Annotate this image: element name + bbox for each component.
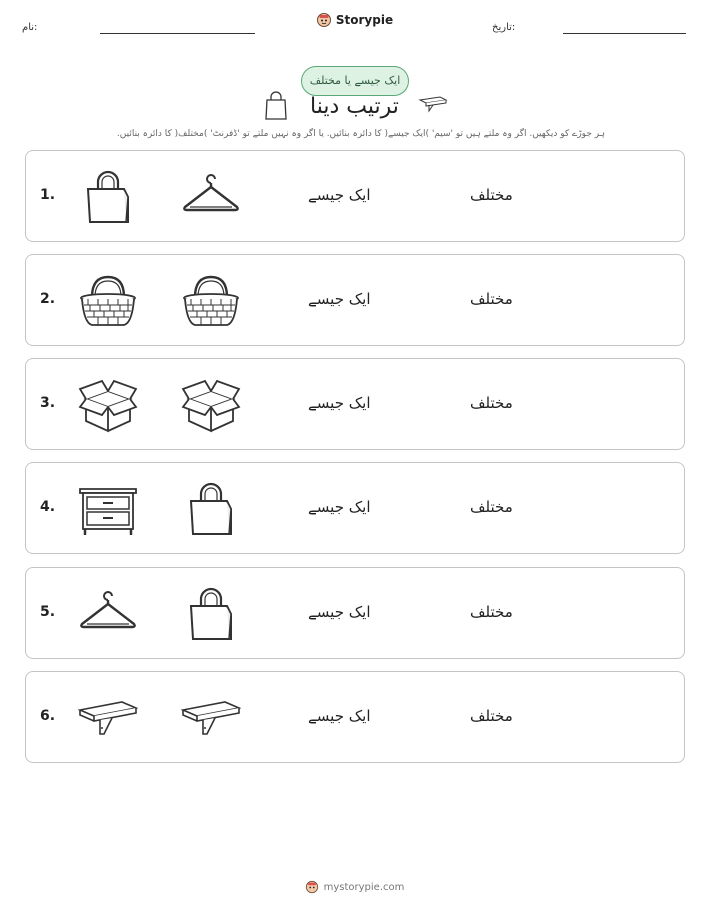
different-option[interactable]: مختلف xyxy=(470,498,513,516)
same-option[interactable]: ایک جیسے xyxy=(308,707,371,725)
storypie-logo-icon xyxy=(305,880,319,894)
storypie-logo-icon xyxy=(316,12,332,28)
shelf-icon xyxy=(78,688,138,748)
same-option[interactable]: ایک جیسے xyxy=(308,603,371,621)
hanger-icon xyxy=(78,584,138,644)
exercise-row xyxy=(25,358,685,450)
different-option[interactable]: مختلف xyxy=(470,186,513,204)
exercise-row xyxy=(25,254,685,346)
same-option[interactable]: ایک جیسے xyxy=(308,394,371,412)
brand-name: Storypie xyxy=(335,13,394,27)
bag-icon xyxy=(181,479,241,539)
box-icon xyxy=(181,375,241,435)
brand xyxy=(0,12,709,28)
date-label: تاریخ: xyxy=(492,22,516,33)
instructions: ہر جوڑے کو دیکھیں. اگر وہ ملتے ہیں تو 'سیم' )ایک جیسے( کا دائرہ بنائیں. یا اگر وہ نہیں ملتے تو 'ڈفرنٹ' )مختلف( کا دائرہ بنائیں. xyxy=(116,129,605,139)
same-option[interactable]: ایک جیسے xyxy=(308,186,371,204)
different-option[interactable]: مختلف xyxy=(470,290,513,308)
nightstand-icon xyxy=(78,479,138,539)
exercise-row xyxy=(25,671,685,763)
page-title: ترتیب دینا xyxy=(310,94,399,119)
hanger-icon xyxy=(181,167,241,227)
shelf-icon xyxy=(181,688,241,748)
exercise-row xyxy=(25,567,685,659)
footer-url[interactable]: mystorypie.com xyxy=(323,881,405,893)
different-option[interactable]: مختلف xyxy=(470,394,513,412)
name-label: نام: xyxy=(22,22,38,33)
row-number: 6. xyxy=(40,708,56,724)
topic-badge: ایک جیسے یا مختلف xyxy=(301,66,409,96)
basket-icon xyxy=(181,271,241,331)
bag-icon xyxy=(78,167,138,227)
name-line[interactable] xyxy=(100,33,255,34)
shelf-icon xyxy=(418,95,448,113)
exercise-row xyxy=(25,462,685,554)
different-option[interactable]: مختلف xyxy=(470,603,513,621)
date-line[interactable] xyxy=(563,33,686,34)
exercise-row xyxy=(25,150,685,242)
same-option[interactable]: ایک جیسے xyxy=(308,498,371,516)
row-number: 2. xyxy=(40,291,56,307)
same-option[interactable]: ایک جیسے xyxy=(308,290,371,308)
row-number: 1. xyxy=(40,187,56,203)
bag-icon xyxy=(181,584,241,644)
footer xyxy=(0,880,709,894)
row-number: 5. xyxy=(40,604,56,620)
row-number: 4. xyxy=(40,499,56,515)
different-option[interactable]: مختلف xyxy=(470,707,513,725)
row-number: 3. xyxy=(40,395,56,411)
box-icon xyxy=(78,375,138,435)
basket-icon xyxy=(78,271,138,331)
